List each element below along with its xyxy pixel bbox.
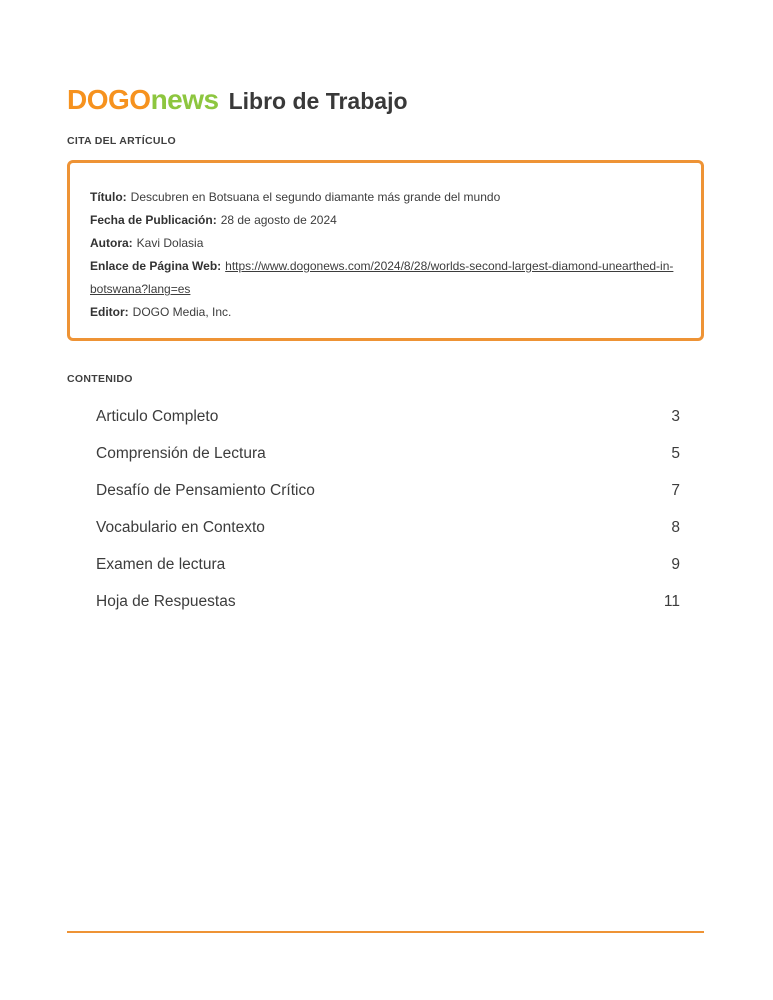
citation-section-label: CITA DEL ARTÍCULO [67,135,176,147]
dogonews-logo [67,86,219,114]
toc-item-page: 3 [671,407,680,425]
citation-date-value: 28 de agosto de 2024 [220,213,337,227]
footer-divider [67,931,704,933]
citation-editor-label: Editor: [90,305,129,319]
toc-item-page: 5 [671,444,680,462]
toc-item-hoja-de-respuestas[interactable] [96,583,680,620]
citation-link-label: Enlace de Página Web: [90,259,222,273]
citation-link-row [90,255,679,301]
contents-section-label: CONTENIDO [67,373,133,385]
toc-item-page: 11 [663,592,680,610]
logo-news-text: news [150,84,219,115]
toc-item-label: Articulo Completo [96,407,219,425]
toc-item-page: 7 [671,481,680,499]
toc-item-desafio-pensamiento-critico[interactable] [96,472,680,509]
citation-author-value: Kavi Dolasia [136,236,204,250]
article-web-link[interactable]: https://www.dogonews.com/2024/8/28/worlds-second-largest-diamond-unearthed-in-botswana?lang=es [90,259,674,296]
citation-editor-row [90,301,679,324]
citation-date-row [90,209,679,232]
citation-title-row [90,186,679,209]
citation-box [67,160,704,341]
toc-item-label: Examen de lectura [96,555,226,573]
citation-date-label: Fecha de Publicación: [90,213,217,227]
toc-item-label: Hoja de Respuestas [96,592,236,610]
toc-item-label: Desafío de Pensamiento Crítico [96,481,315,499]
citation-author-row [90,232,679,255]
toc-item-articulo-completo[interactable] [96,398,680,435]
citation-title-label: Título: [90,190,127,204]
toc-item-page: 9 [671,555,680,573]
toc-item-comprension-de-lectura[interactable] [96,435,680,472]
header [67,86,704,115]
toc-item-page: 8 [671,518,680,536]
citation-editor-value: DOGO Media, Inc. [132,305,232,319]
table-of-contents [96,398,680,620]
toc-item-label: Comprensión de Lectura [96,444,266,462]
logo-dogo-text: DOGO [67,84,151,115]
citation-author-label: Autora: [90,236,133,250]
toc-item-vocabulario-en-contexto[interactable] [96,509,680,546]
toc-item-examen-de-lectura[interactable] [96,546,680,583]
page-title: Libro de Trabajo [228,88,408,114]
citation-title-value: Descubren en Botsuana el segundo diamante más grande del mundo [130,190,501,204]
toc-item-label: Vocabulario en Contexto [96,518,265,536]
